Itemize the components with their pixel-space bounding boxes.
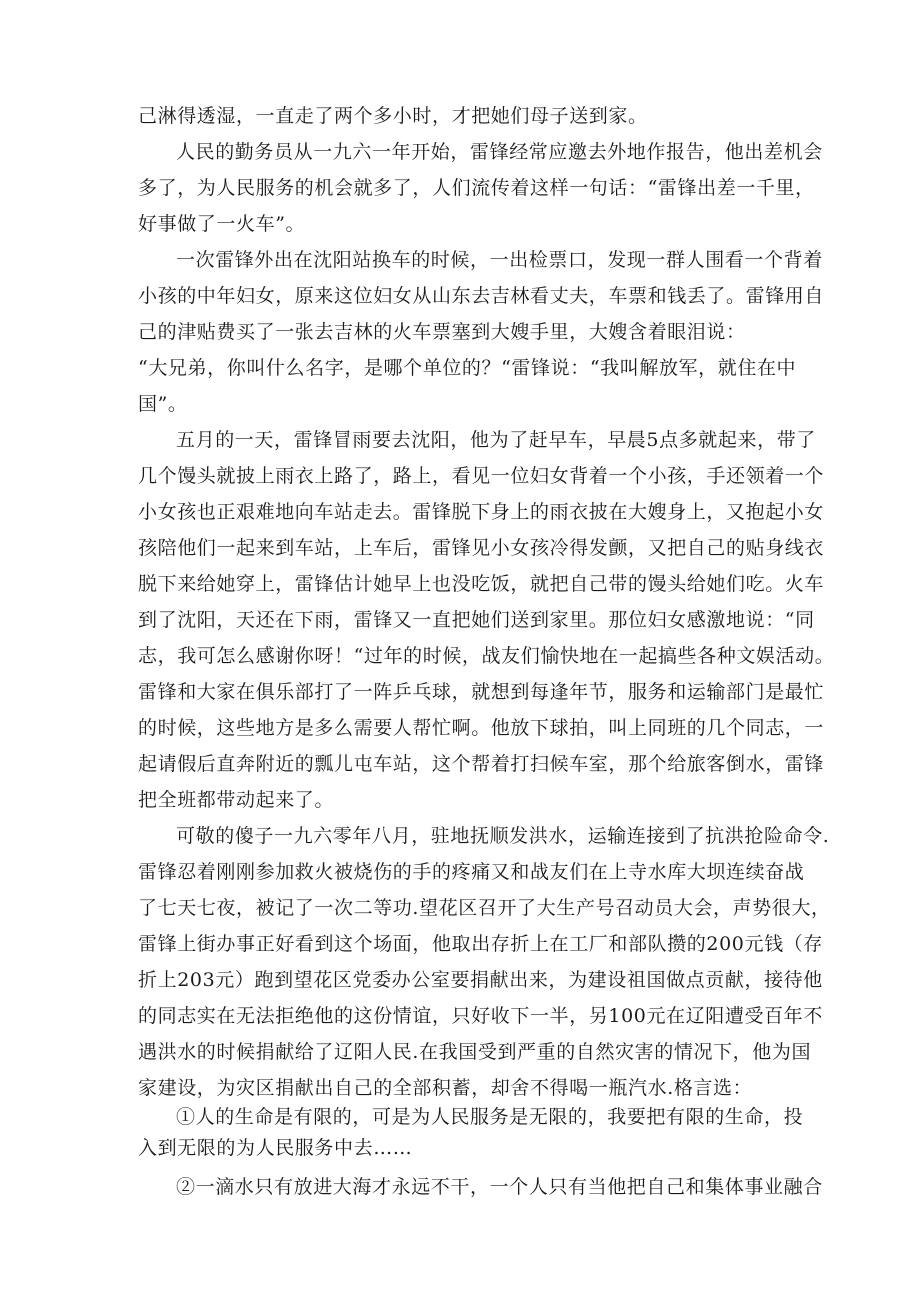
text-line: 雷锋和大家在俱乐部打了一阵乒乓球，就想到每逢年节，服务和运输部门是最忙 [138, 681, 825, 703]
text-line: 雷锋忍着刚刚参加救火被烧伤的手的疼痛又和战友们在上寺水库大坝连续奋战 [138, 861, 805, 883]
text-line: 的同志实在无法拒绝他的这份情谊，只好收下一半，另100元在辽阳遭受百年不 [138, 1005, 823, 1027]
text-line: 家建设，为灾区捐献出自己的全部积蓄，却舍不得喝一瓶汽水.格言选： [138, 1077, 753, 1099]
text-line: 起请假后直奔附近的瓢儿屯车站，这个帮着打扫候车室，那个给旅客倒水，雷锋 [138, 753, 825, 775]
text-line: 到了沈阳，天还在下雨，雷锋又一直把她们送到家里。那位妇女感激地说：“同 [138, 609, 815, 631]
text-line: 小女孩也正艰难地向车站走去。雷锋脱下身上的雨衣披在大嫂身上，又抱起小女 [138, 501, 825, 523]
text-line: 折上203元）跑到望花区党委办公室要捐献出来，为建设祖国做点贡献，接待他 [138, 969, 823, 991]
text-line: 好事做了一火车”。 [138, 213, 306, 235]
quote-line: ②一滴水只有放进大海才永远不干，一个人只有当他把自己和集体事业融合 [176, 1176, 823, 1198]
text-line: 脱下来给她穿上，雷锋估计她早上也没吃饭，就把自己带的馒头给她们吃。火车 [138, 573, 825, 595]
text-line: 一次雷锋外出在沈阳站换车的时候，一出检票口，发现一群人围看一个背着 [176, 249, 823, 271]
text-line: 五月的一天，雷锋冒雨要去沈阳，他为了赶早车，早晨5点多就起来，带了 [176, 429, 816, 451]
body-text [138, 98, 835, 1106]
text-line: 孩陪他们一起来到车站，上车后，雷锋见小女孩冷得发颤，又把自己的贴身线衣 [138, 537, 825, 559]
text-line: 多了，为人民服务的机会就多了，人们流传着这样一句话：“雷锋出差一千里， [138, 177, 815, 199]
text-line: 雷锋上街办事正好看到这个场面，他取出存折上在工厂和部队攒的200元钱（存 [138, 933, 823, 955]
quote-line: ①人的生命是有限的，可是为人民服务是无限的，我要把有限的生命，投 [176, 1106, 804, 1128]
quote-line: 入到无限的为人民服务中去…… [138, 1137, 413, 1159]
text-line: 国”。 [138, 393, 188, 415]
text-line: 的时候，这些地方是多么需要人帮忙啊。他放下球拍，叫上同班的几个同志，一 [138, 717, 825, 739]
text-line: 志，我可怎么感谢你呀！“过年的时候，战友们愉快地在一起搞些各种文娱活动。 [138, 645, 835, 667]
text-line: 己淋得透湿，一直走了两个多小时，才把她们母子送到家。 [138, 105, 648, 127]
text-line: 人民的勤务员从一九六一年开始，雷锋经常应邀去外地作报告，他出差机会 [176, 141, 823, 163]
document-page [138, 98, 835, 1203]
text-line: 己的津贴费买了一张去吉林的火车票塞到大嫂手里，大嫂含着眼泪说： [138, 321, 746, 343]
text-line: 遇洪水的时候捐献给了辽阳人民.在我国受到严重的自然灾害的情况下，他为国 [138, 1041, 812, 1063]
text-line: 可敬的傻子一九六零年八月，驻地抚顺发洪水，运输连接到了抗洪抢险命令. [176, 825, 830, 847]
text-line: 小孩的中年妇女，原来这位妇女从山东去吉林看丈夫，车票和钱丢了。雷锋用自 [138, 285, 825, 307]
quotes-section [138, 1102, 823, 1203]
text-line: “大兄弟，你叫什么名字，是哪个单位的？“雷锋说：“我叫解放军，就住在中 [138, 357, 797, 379]
text-line: 几个馒头就披上雨衣上路了，路上，看见一位妇女背着一个小孩，手还领着一个 [138, 465, 825, 487]
text-line: 了七天七夜，被记了一次二等功.望花区召开了大生产号召动员大会，声势很大， [138, 897, 831, 919]
text-line: 把全班都带动起来了。 [138, 789, 335, 811]
